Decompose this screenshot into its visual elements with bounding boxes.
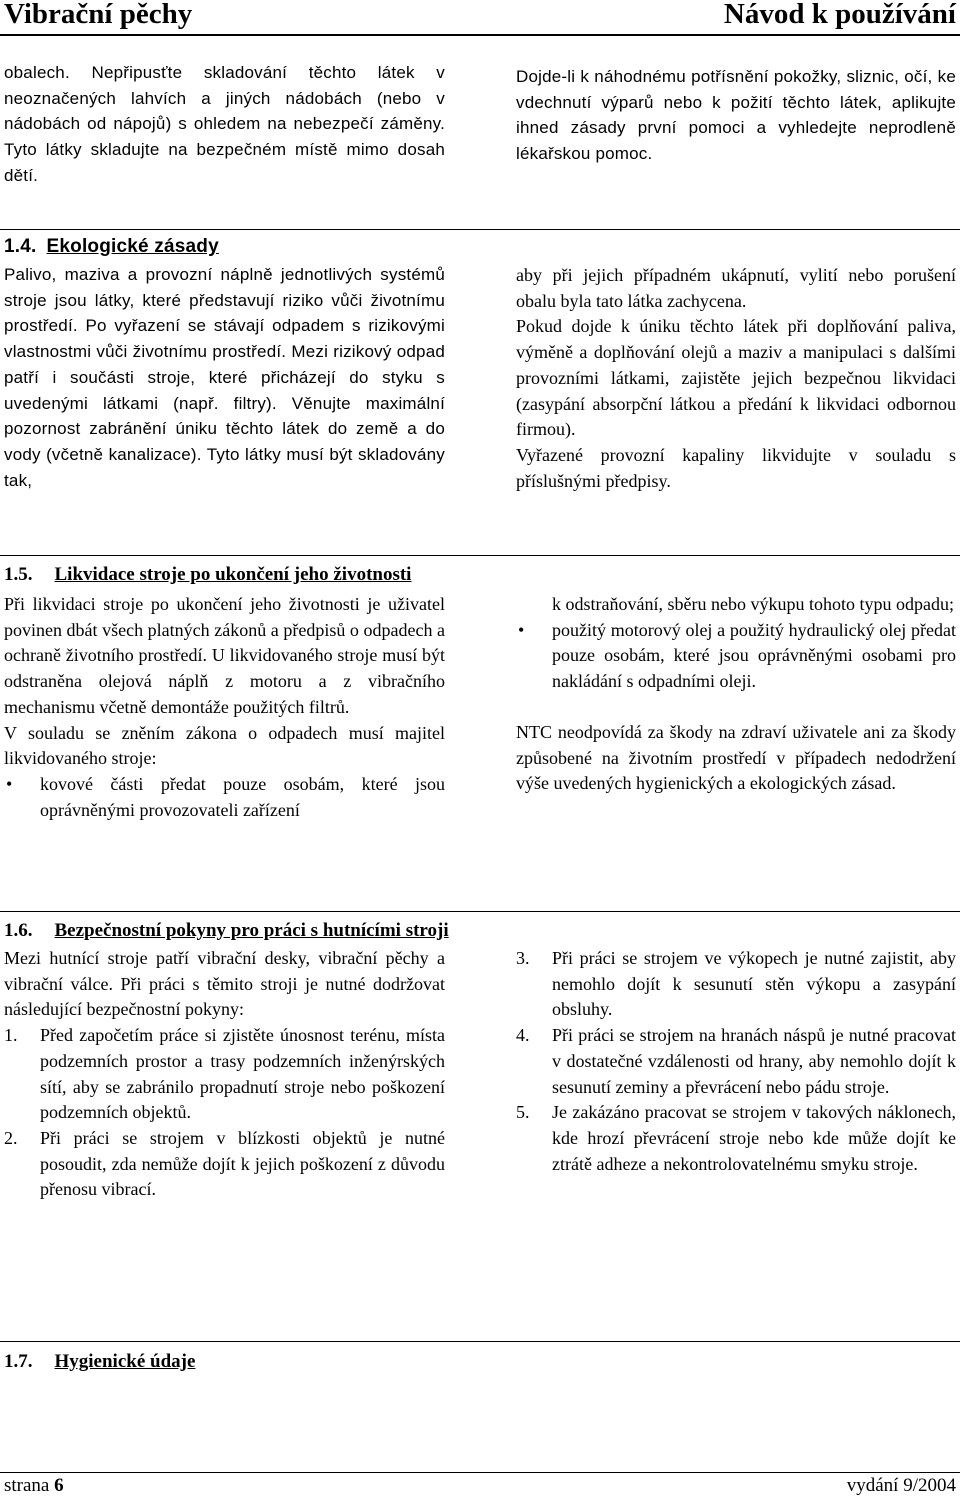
list-item-text: k odstraňování, sběru nebo výkupu tohoto typu odpadu; [552,594,954,614]
disposal-list [4,772,445,823]
list-number: 2. [4,1127,18,1148]
safety-right-column [516,946,956,1177]
list-number: 4. [516,1025,530,1046]
list-item [4,772,445,823]
bullet-icon: • [6,773,13,794]
list-item-text: Při práci se strojem v blízkosti objektů je nutné posoudit, zda nemůže dojít k jejich poškození z důvodu přenosu vibrací. [40,1127,445,1200]
document-title: Vibrační pěchy [4,0,193,30]
list-item-text: Před započetím práce si zjistěte únosnost terénu, místa podzemních prostor a trasy podzemních inženýrských sítí, aby se zabránilo propadnutí stroje nebo poškození podzemních objektů. [40,1025,445,1123]
page-label: strana [4,1475,50,1496]
list-item-text: použitý motorový olej a použitý hydraulický olej předat pouze osobám, které jsou oprávněnými osobami pro nakládání s odpadními oleji. [552,619,956,692]
disposal-left-column [4,592,445,823]
section-title: Ekologické zásady [46,236,219,257]
top-left-paragraph: obalech. Nepřipusťte skladování těchto látek v neoznačených lahvích a jiných nádobách (nebo v nádobách od nápojů) s ohledem na nebezpečí záměny. Tyto látky skladujte na bezpečném místě mimo dosah dětí. [4,63,445,185]
list-item-text: kovové části předat pouze osobám, které jsou oprávněnými provozovateli zařízení [40,773,445,820]
safety-intro: Mezi hutnící stroje patří vibrační desky, vibrační pěchy a vibrační válce. Při práci s těmito stroji je nutné dodržovat následující bezpečnostní pokyny: [4,948,445,1020]
ecology-right-column [516,263,956,494]
list-item [516,618,956,695]
page-header [0,0,960,36]
safety-list [516,946,956,1177]
section-number: 1.6. [4,920,33,941]
safety-list [4,1023,445,1203]
section-divider [0,1341,960,1342]
page-number: 6 [54,1475,64,1496]
section-heading-1-7 [4,1351,195,1373]
list-item [516,1023,956,1100]
section-title: Hygienické údaje [54,1351,196,1372]
disposal-paragraph: V souladu se zněním zákona o odpadech musí majitel likvidovaného stroje: [4,722,445,769]
section-title: Likvidace stroje po ukončení jeho životnosti [54,564,412,585]
section-heading-1-6 [4,920,449,942]
list-item [516,1100,956,1177]
edition-label: vydání 9/2004 [846,1475,956,1496]
section-number: 1.7. [4,1351,33,1372]
document-type: Návod k používání [723,0,956,30]
disposal-list [516,592,956,695]
ecology-right-paragraph: Vyřazené provozní kapaliny likvidujte v souladu s příslušnými předpisy. [516,444,956,491]
list-number: 5. [516,1102,530,1123]
page-number-label [4,1475,64,1497]
list-item-text: Při práci se strojem ve výkopech je nutné zajistit, aby nemohlo dojít k sesunutí stěn výkopu a zasypání obsluhy. [552,948,956,1020]
section-heading-1-5 [4,564,411,586]
page-footer [0,1472,960,1503]
list-number: 3. [516,948,530,968]
disposal-right-column [516,592,956,797]
bullet-icon: • [518,619,525,640]
list-item [4,1023,445,1126]
section-divider [0,229,960,230]
list-item [4,1126,445,1203]
section-number: 1.4. [4,236,37,257]
section-divider [0,911,960,912]
safety-left-column [4,946,445,1203]
top-right-paragraph: Dojde-li k náhodnému potřísnění pokožky, sliznic, očí, ke vdechnutí výparů nebo k požití těchto látek, aplikujte ihned zásady první pomoci a vyhledejte neprodleně lékařskou pomoc. [516,67,956,164]
list-item-continuation [516,592,956,618]
ecology-left-paragraph: Palivo, maziva a provozní náplně jednotlivých systémů stroje jsou látky, které představují riziko vůči životnímu prostředí. Po vyřazení se stávají odpadem s rizikovými vlastnostmi vůči životnímu prostředí. Mezi rizikový odpad patří i součásti stroje, které přicházejí do styku s uvedenými látkami (např. filtry). Věnujte maximální pozornost zabránění úniku těchto látek do země a do vody (včetně kanalizace). Tyto látky musí být skladovány tak, [4,265,445,490]
disposal-disclaimer: NTC neodpovídá za škody na zdraví uživatele ani za škody způsobené na životním prostředí v případech nedodržení výše uvedených hygienických a ekologických zásad. [516,721,956,794]
section-title: Bezpečnostní pokyny pro práci s hutnícími stroji [54,920,449,941]
ecology-right-paragraph: aby při jejich případném ukápnutí, vylití nebo porušení obalu byla tato látka zachycena. [516,265,956,311]
section-divider [0,555,960,556]
disposal-paragraph: Při likvidaci stroje po ukončení jeho životnosti je uživatel povinen dbát všech platných zákonů a předpisů o odpadech a ochraně životního prostředí. U likvidovaného stroje musí být odstraněna olejová náplň z motoru a z vibračního mechanismu včetně demontáže použitých filtrů. [4,594,445,717]
ecology-right-paragraph: Pokud dojde k úniku těchto látek při doplňování paliva, výměně a doplňování olejů a maziv a manipulaci s dalšími provozními látkami, zajistěte jejich bezpečnou likvidaci (zasypání absorpční látkou a předání k likvidaci odbornou firmou). [516,316,956,440]
list-number: 1. [4,1025,18,1046]
section-number: 1.5. [4,564,33,585]
section-heading-1-4 [4,236,219,258]
list-item-text: Při práci se strojem na hranách náspů je nutné pracovat v dostatečné vzdálenosti od hrany, aby nemohlo dojít k sesunutí zeminy a převrácení nebo pádu stroje. [552,1025,956,1097]
list-item-text: Je zakázáno pracovat se strojem v takových náklonech, kde hrozí převrácení stroje nebo kde může dojít ke ztrátě adheze a nekontrolovatelnému smyku stroje. [552,1102,956,1174]
list-item [516,946,956,1023]
